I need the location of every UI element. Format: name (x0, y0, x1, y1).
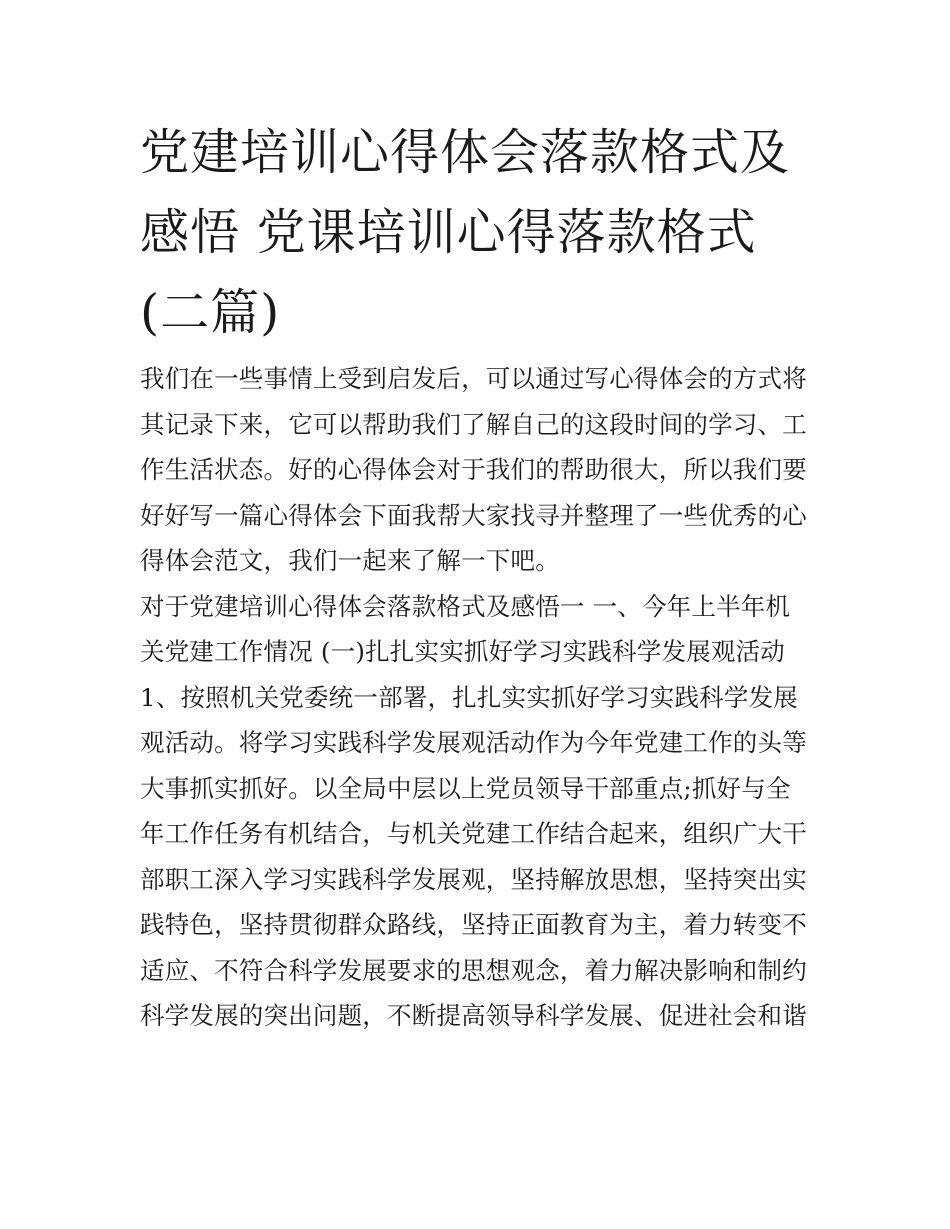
body-line: 关党建工作情况 (一)扎扎实实抓好学习实践科学发展观活动 (140, 637, 786, 666)
document-body (140, 356, 820, 1039)
title-line: 党建培训心得体会落款格式及 (140, 124, 791, 181)
title-line: 感悟 党课培训心得落款格式 (140, 204, 757, 261)
body-line: 部职工深入学习实践科学发展观，坚持解放思想，坚持突出实 (140, 864, 807, 894)
body-line: 对于党建培训心得体会落款格式及感悟一 一、今年上半年机 (140, 591, 791, 621)
body-line: 年工作任务有机结合，与机关党建工作结合起来，组织广大干 (140, 819, 807, 848)
title-line: (二篇) (140, 284, 281, 341)
body-line: 作生活状态。好的心得体会对于我们的帮助很大，所以我们要 (140, 455, 807, 484)
body-line: 大事抓实抓好。以全局中层以上党员领导干部重点;抓好与全 (140, 773, 791, 803)
body-line: 我们在一些事情上受到启发后，可以通过写心得体会的方式将 (140, 364, 807, 393)
body-line: 好好写一篇心得体会下面我帮大家找寻并整理了一些优秀的心 (140, 500, 807, 530)
body-line: 适应、不符合科学发展要求的思想观念，着力解决影响和制约 (140, 955, 807, 985)
body-line: 得体会范文，我们一起来了解一下吧。 (140, 546, 560, 575)
body-line: 科学发展的突出问题，不断提高领导科学发展、促进社会和谐 (140, 1001, 807, 1030)
body-line: 践特色，坚持贯彻群众路线，坚持正面教育为主，着力转变不 (140, 910, 807, 939)
body-line: 观活动。将学习实践科学发展观活动作为今年党建工作的头等 (140, 728, 807, 757)
body-line: 其记录下来，它可以帮助我们了解自己的这段时间的学习、工 (140, 409, 807, 439)
body-line: 1、按照机关党委统一部署，扎扎实实抓好学习实践科学发展 (140, 682, 798, 712)
document-title (140, 113, 820, 353)
